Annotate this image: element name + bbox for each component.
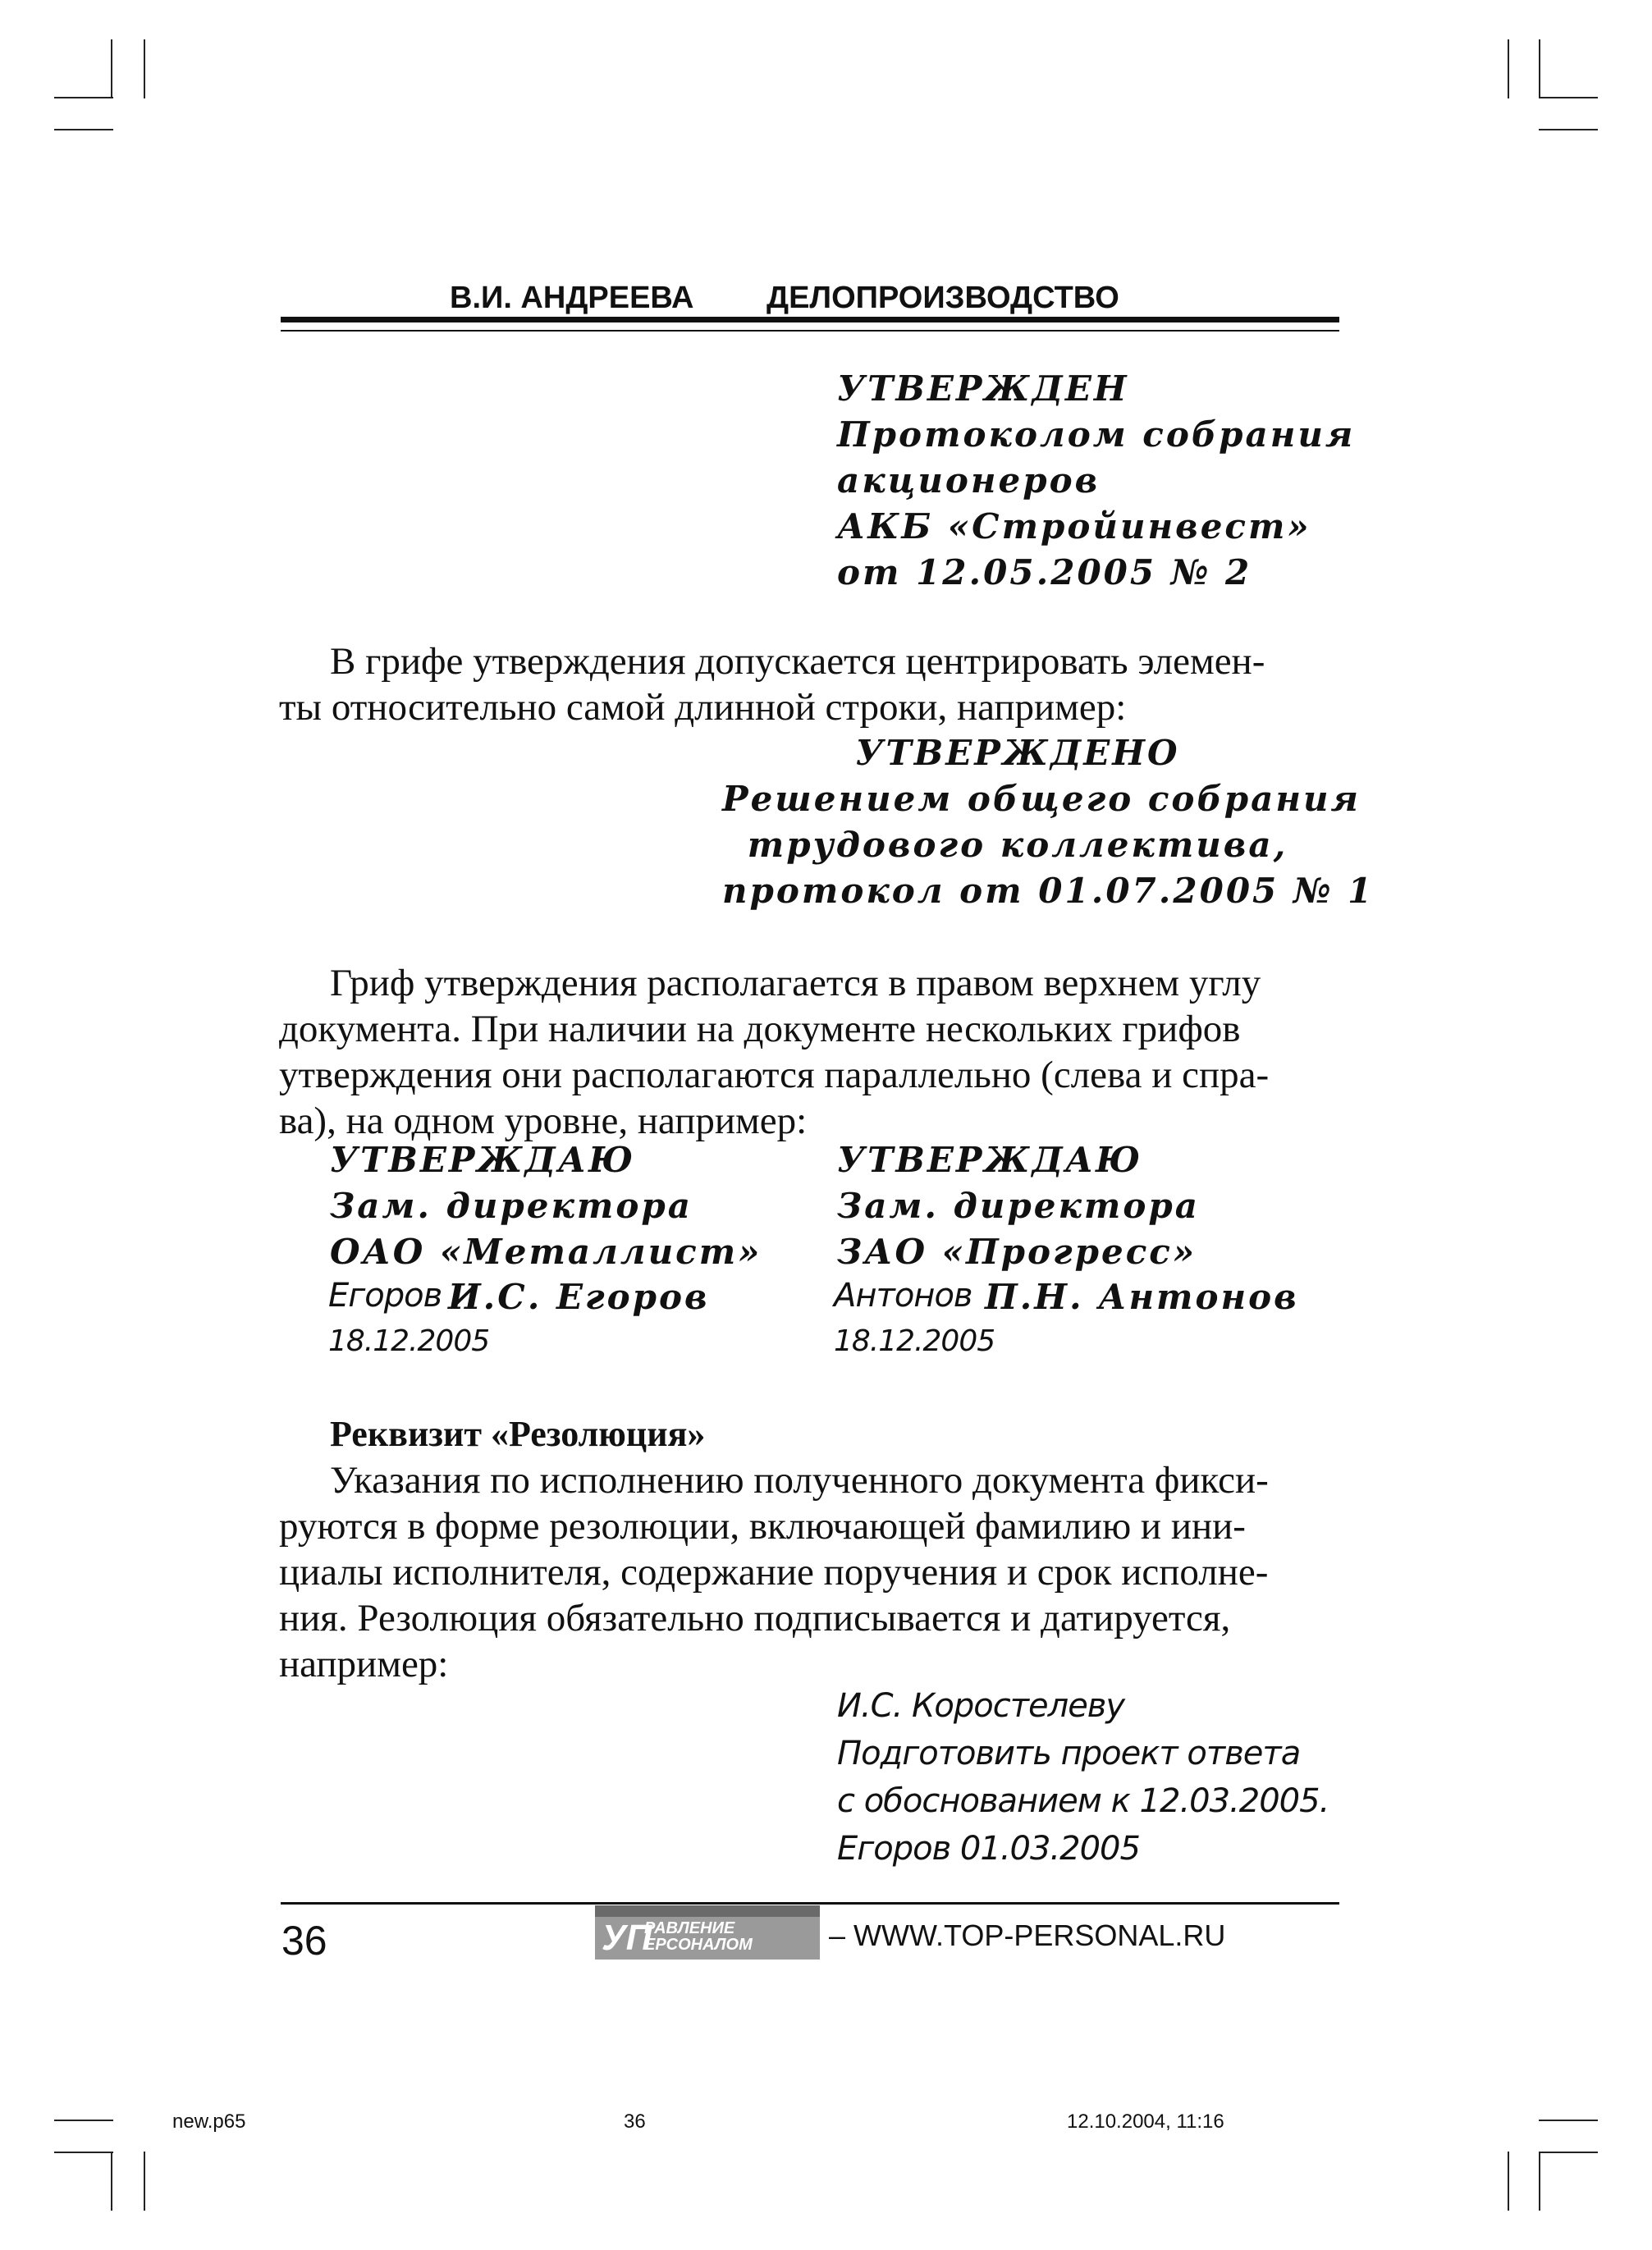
text-line: документа. При наличии на документе нескольких грифов [279,1008,1241,1050]
stamp-line: акционеров [837,460,1101,501]
stamp-line: трудового коллектива, [747,825,1288,865]
text-line: Гриф утверждения располагается в правом верхнем углу [330,962,1261,1004]
magazine-logo [595,1905,820,1960]
logo-text [644,1920,753,1953]
signature: Антонов [834,1277,972,1315]
stamp-line: УТВЕРЖДЕН [837,368,1129,409]
text-line: ния. Резолюция обязательно подписывается и датируется, [279,1597,1231,1639]
stamp-line: от 12.05.2005 № 2 [837,552,1252,592]
logo-text-line: ЕРСОНАЛОМ [644,1936,753,1954]
logo-strip [595,1905,820,1917]
text-line: утверждения они располагаются параллельно (слева и спра- [279,1054,1270,1096]
text-line: циалы исполнителя, содержание поручения и срок исполне- [279,1551,1269,1594]
resolution-line: с обоснованием к 12.03.2005. [837,1782,1329,1820]
print-filename: new.p65 [172,2111,246,2133]
text-line: ва), на одном уровне, например: [279,1100,808,1142]
crop-mark [111,39,112,98]
logo-text-line: РАВЛЕНИЕ [644,1919,735,1937]
crop-mark [1539,2152,1540,2211]
page-number: 36 [281,1918,327,1964]
stamp-line: АКБ «Стройинвест» [837,506,1311,546]
header-rule-thick [281,317,1339,322]
stamp-line: Зам. директора [330,1186,693,1226]
logo-mark: УП [602,1918,652,1958]
crop-mark [1508,2152,1509,2211]
crop-mark [54,2120,113,2121]
resolution-line: Егоров 01.03.2005 [837,1830,1140,1868]
stamp-line: Решением общего собрания [722,779,1361,819]
crop-mark [111,2152,112,2211]
print-page: 36 [624,2111,646,2133]
print-timestamp: 12.10.2004, 11:16 [1067,2111,1224,2133]
paragraph [279,638,1265,730]
stamp-line: протокол от 01.07.2005 № 1 [722,871,1375,911]
signature-date: 18.12.2005 [328,1324,490,1358]
signer-name: П.Н. Антонов [985,1277,1299,1317]
crop-mark [144,39,145,98]
text-line: В грифе утверждения допускается центрировать элемен- [330,640,1265,683]
resolution-line: И.С. Коростелеву [837,1687,1125,1725]
text-line: Указания по исполнению полученного документа фикси- [330,1459,1269,1502]
crop-mark [1539,39,1540,98]
stamp-line: ОАО «Металлист» [330,1232,762,1272]
stamp-line: Зам. директора [837,1186,1200,1226]
stamp-line: УТВЕРЖДЕНО [855,733,1180,773]
paragraph [279,1457,1269,1687]
running-header-title: ДЕЛОПРОИЗВОДСТВО [767,281,1119,315]
crop-mark [1539,2152,1598,2153]
crop-mark [54,2152,113,2153]
header-rule-thin [281,330,1339,332]
stamp-line: Протоколом собрания [837,414,1356,455]
paragraph [279,960,1269,1144]
stamp-line: ЗАО «Прогресс» [837,1232,1197,1272]
approval-stamp-1 [837,366,1355,596]
signer-name: И.С. Егоров [448,1277,710,1317]
crop-mark [1508,39,1509,98]
text-line: например: [279,1643,449,1685]
text-line: руются в форме резолюции, включающей фамилию и ини- [279,1505,1246,1548]
approval-stamp-right [837,1137,1200,1275]
resolution-line: Подготовить проект ответа [837,1735,1301,1772]
crop-mark [1539,129,1598,130]
approval-stamp-2 [722,730,1375,914]
text-line: ты относительно самой длинной строки, например: [279,686,1127,729]
stamp-line: УТВЕРЖДАЮ [837,1140,1143,1180]
resolution [837,1682,1329,1873]
signature: Егоров [328,1277,442,1315]
running-header-author: В.И. АНДРЕЕВА [450,281,694,315]
crop-mark [54,97,113,98]
crop-mark [144,2152,145,2211]
approval-stamp-left [330,1137,762,1275]
website-link: – WWW.TOP-PERSONAL.RU [829,1918,1226,1952]
crop-mark [1539,97,1598,98]
footer-rule [281,1902,1339,1905]
signature-date: 18.12.2005 [834,1324,995,1358]
crop-mark [1539,2120,1598,2121]
crop-mark [54,129,113,130]
section-heading: Реквизит «Резолюция» [330,1414,706,1454]
stamp-line: УТВЕРЖДАЮ [330,1140,636,1180]
